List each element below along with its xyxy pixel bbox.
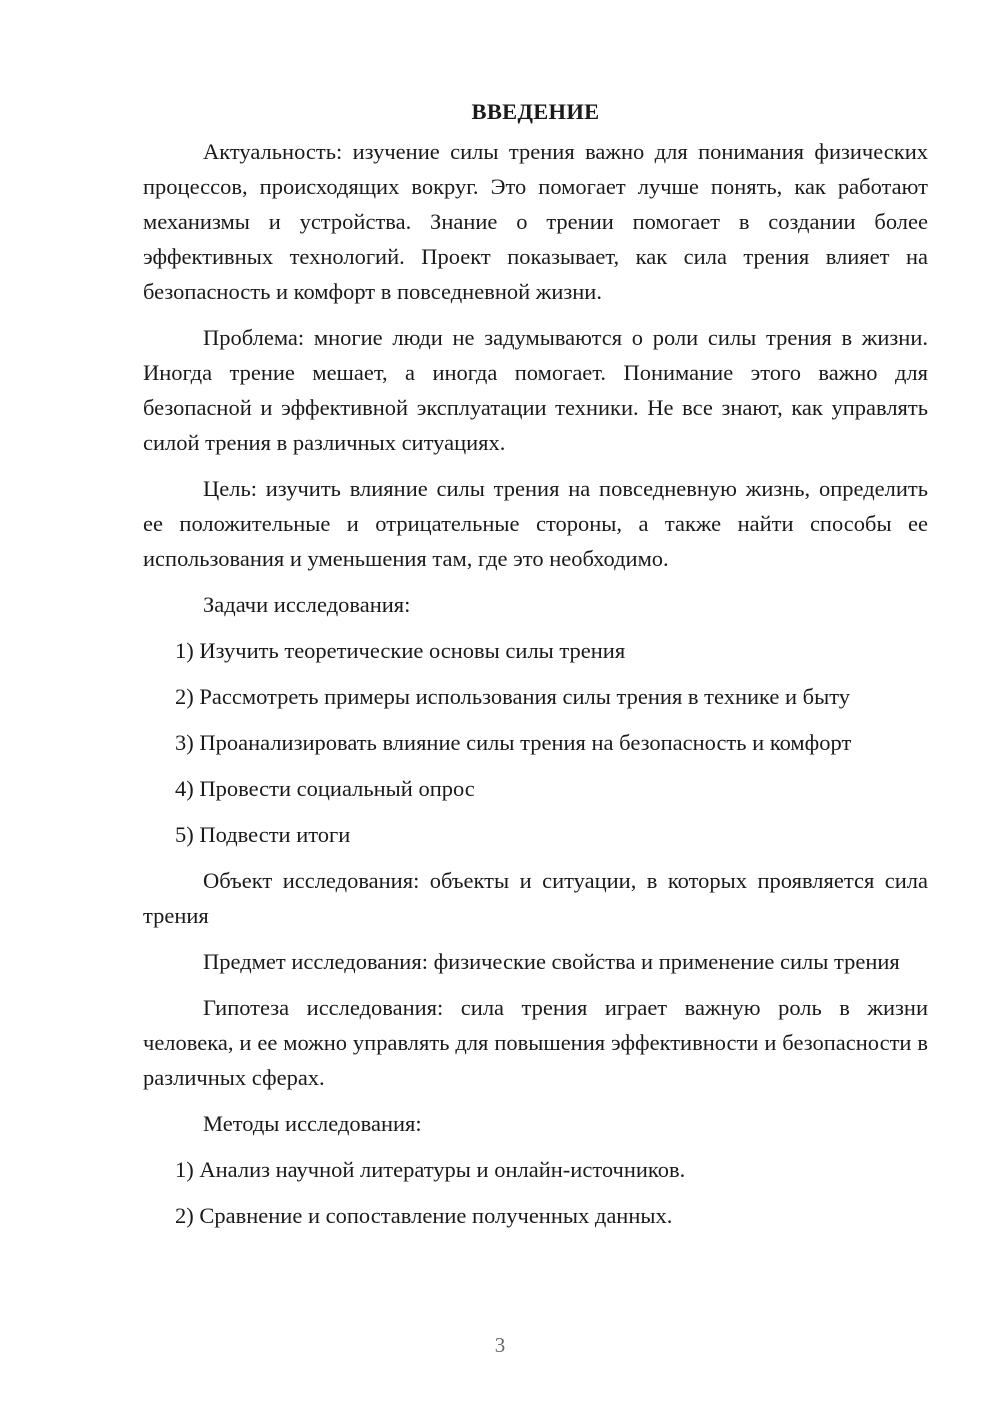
method-item: 1) Анализ научной литературы и онлайн-источников. [175, 1157, 686, 1182]
task-item: 4) Провести социальный опрос [175, 776, 475, 801]
problem-paragraph: Проблема: многие люди не задумываются о роли силы трения в жизни. Иногда трение мешает, а иногда помогает. Понимание этого важно для безопасной и эффективной эксплуатации техники. Не все знают, как управлять силой трения в различных ситуациях. [143, 325, 928, 455]
task-item: 2) Рассмотреть примеры использования силы трения в технике и быту [175, 684, 851, 709]
page-title: ВВЕДЕНИЕ [471, 99, 600, 124]
task-item: 3) Проанализировать влияние силы трения на безопасность и комфорт [175, 730, 852, 755]
task-item: 1) Изучить теоретические основы силы трения [175, 638, 626, 663]
goal-paragraph: Цель: изучить влияние силы трения на повседневную жизнь, определить ее положительные и отрицательные стороны, а также найти способы ее использования и уменьшения там, где это необходимо. [143, 476, 928, 571]
tasks-heading: Задачи исследования: [203, 592, 411, 617]
page-number: 3 [494, 1333, 506, 1357]
task-item: 5) Подвести итоги [175, 822, 351, 847]
page-content [143, 94, 928, 1244]
methods-heading: Методы исследования: [203, 1111, 422, 1136]
relevance-paragraph: Актуальность: изучение силы трения важно для понимания физических процессов, происходящих вокруг. Это помогает лучше понять, как работают механизмы и устройства. Знание о трении помогает в создании более эффективных технологий. Проект показывает, как сила трения влияет на безопасность и комфорт в повседневной жизни. [143, 139, 928, 304]
method-item: 2) Сравнение и сопоставление полученных данных. [175, 1203, 673, 1228]
object-paragraph: Объект исследования: объекты и ситуации, в которых проявляется сила трения [143, 868, 928, 928]
hypothesis-paragraph: Гипотеза исследования: сила трения играет важную роль в жизни человека, и ее можно управлять для повышения эффективности и безопасности в различных сферах. [143, 995, 928, 1090]
subject-paragraph: Предмет исследования: физические свойства и применение силы трения [203, 949, 900, 974]
